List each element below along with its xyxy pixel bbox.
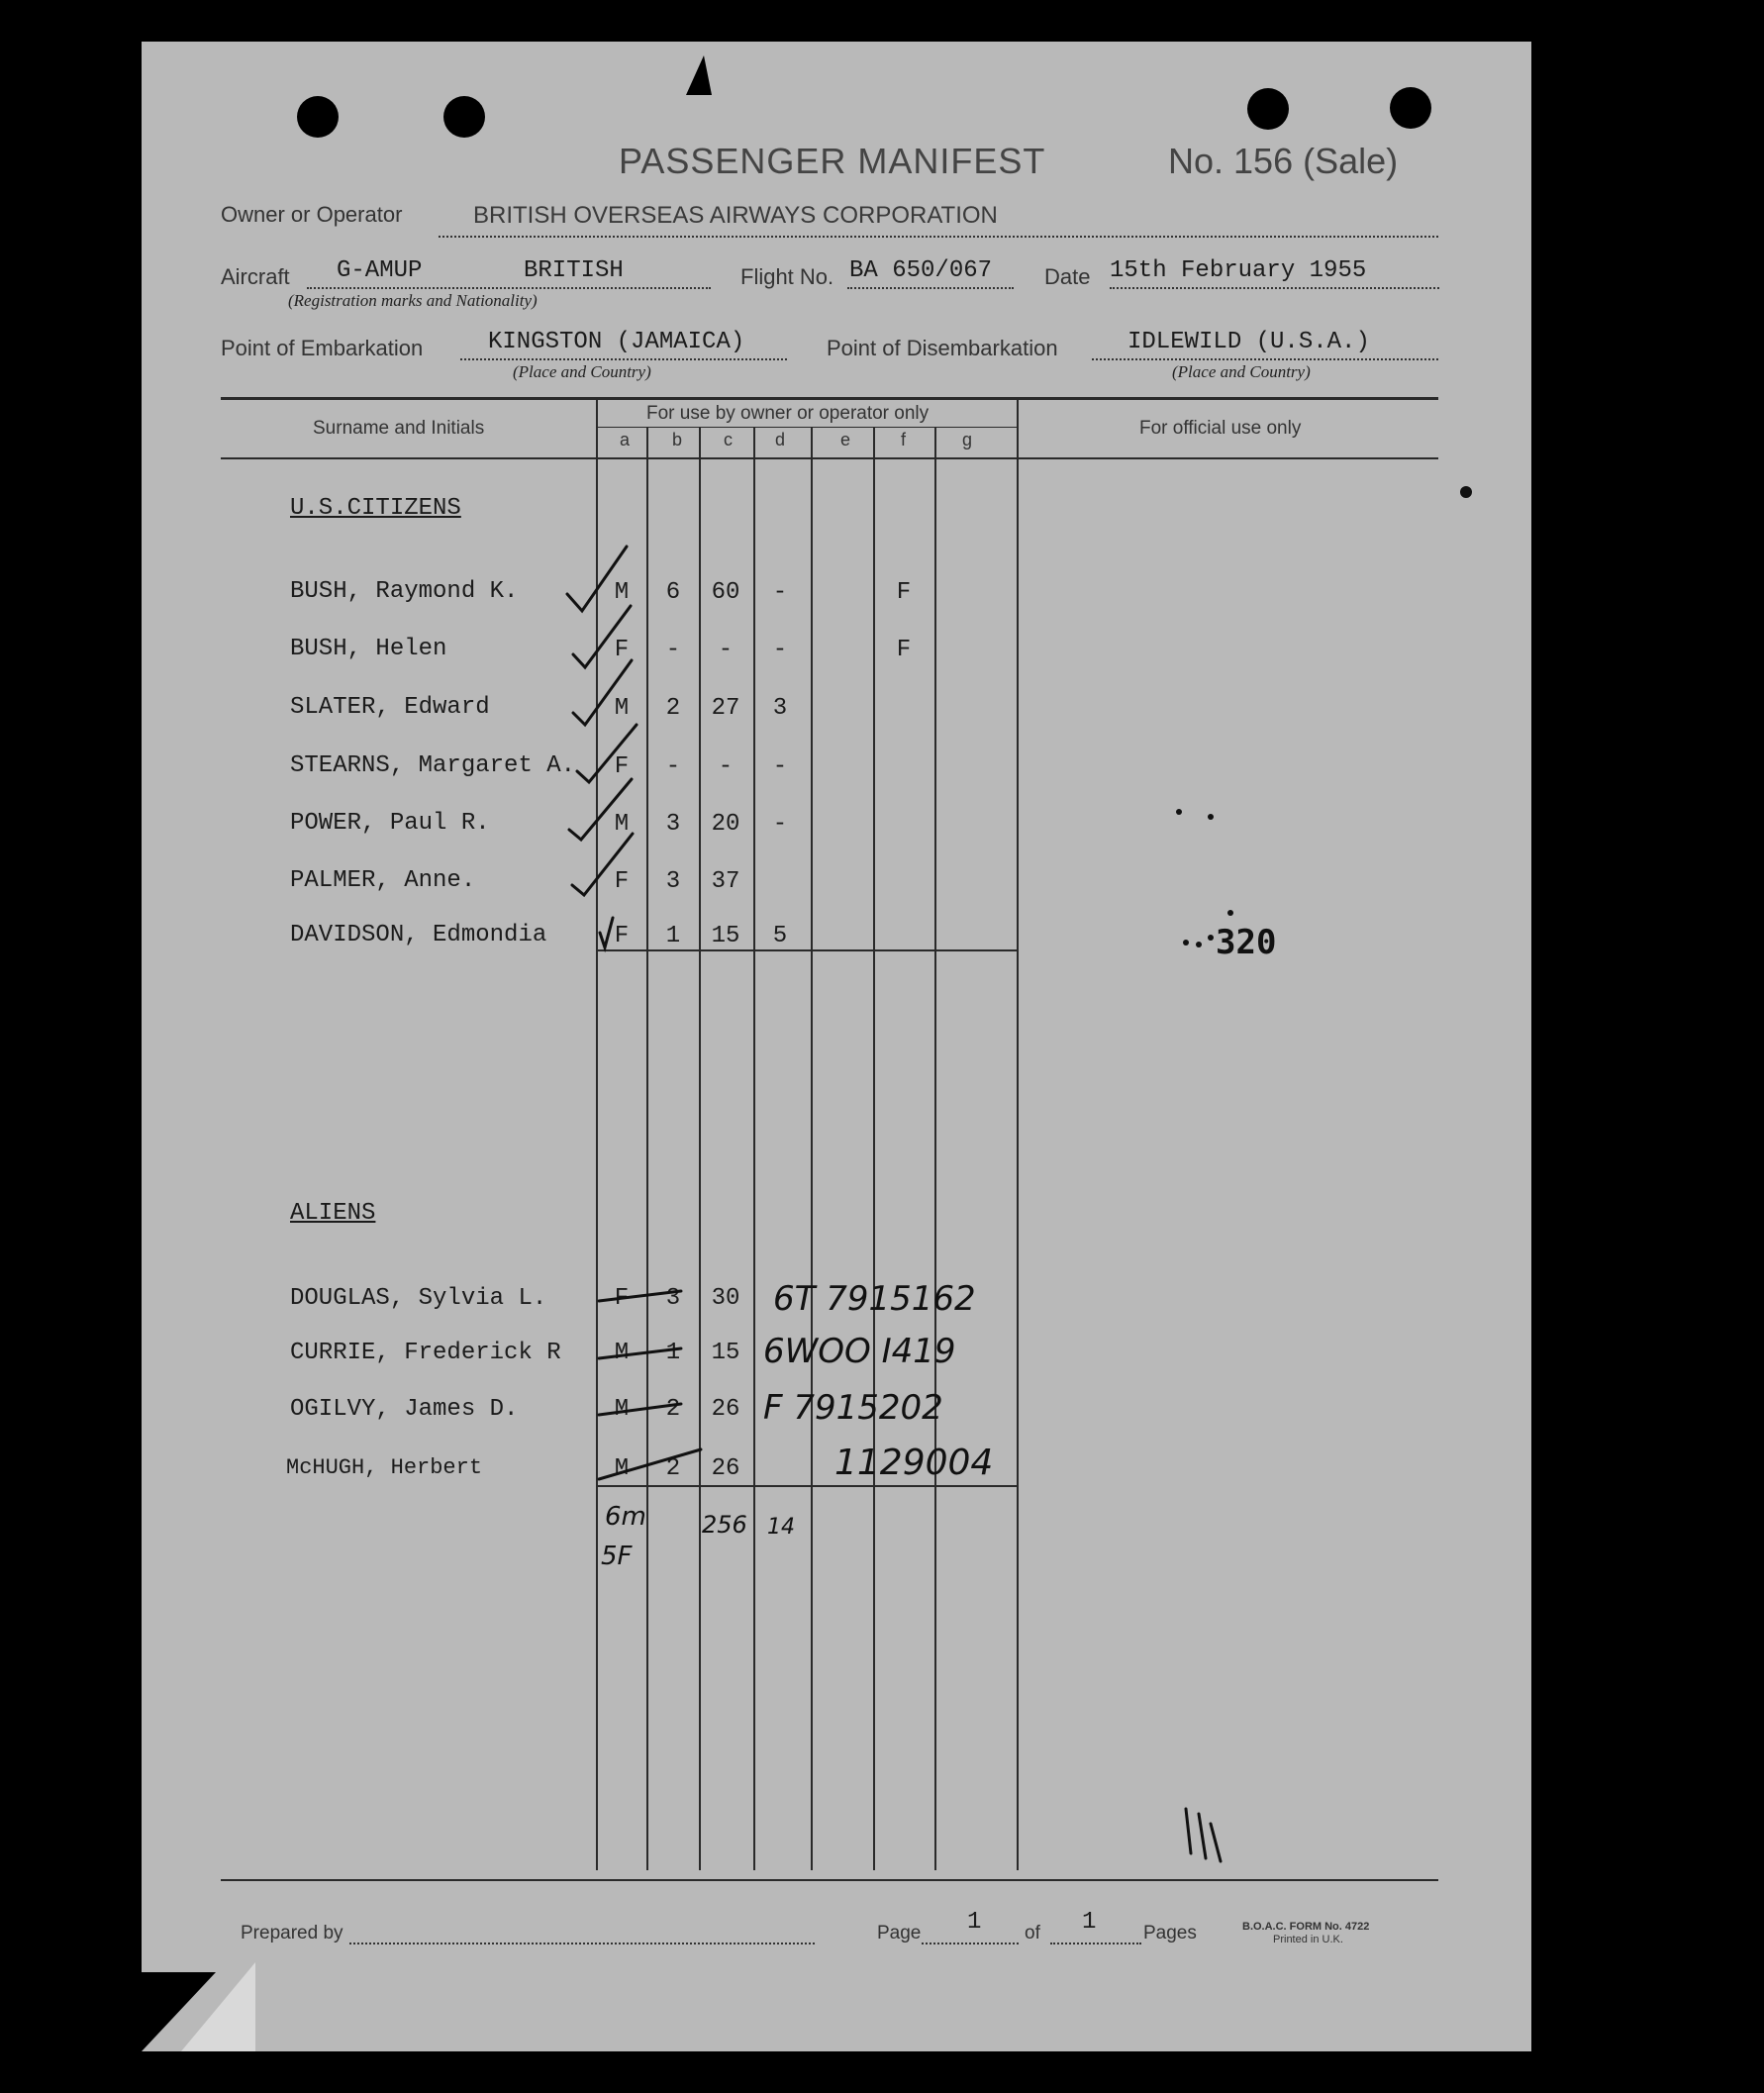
- disembarkation-label: Point of Disembarkation: [827, 336, 1058, 360]
- page-number: 1: [967, 1909, 982, 1936]
- cell-a: F: [614, 1285, 630, 1312]
- cell-a: M: [614, 1340, 630, 1366]
- cell-b: 3: [665, 1285, 681, 1312]
- cell-b: 2: [665, 1396, 681, 1423]
- footer-rule: [221, 1879, 1438, 1881]
- cell-c: 20: [711, 811, 740, 838]
- cell-f: F: [896, 579, 912, 606]
- prepared-by-label: Prepared by: [241, 1923, 343, 1944]
- cell-b: 3: [665, 868, 681, 895]
- handwritten-note: 1129004: [834, 1443, 994, 1483]
- flight-label: Flight No.: [740, 264, 834, 289]
- total-c: 256: [702, 1511, 747, 1539]
- flight-date: 15th February 1955: [1110, 257, 1367, 284]
- passenger-name: OGILVY, James D.: [290, 1396, 519, 1423]
- cell-a: F: [614, 868, 630, 895]
- cell-b: 6: [665, 579, 681, 606]
- col-letter-c: c: [724, 430, 733, 449]
- cell-d: 5: [772, 923, 788, 949]
- owner-value: BRITISH OVERSEAS AIRWAYS CORPORATION: [473, 202, 998, 229]
- passenger-name: BUSH, Helen: [290, 636, 447, 662]
- aircraft-nationality: BRITISH: [524, 257, 624, 284]
- form-number: B.O.A.C. FORM No. 4722: [1242, 1921, 1370, 1933]
- cell-b: 2: [665, 695, 681, 722]
- col-letter-g: g: [962, 430, 973, 449]
- total-male: 6m: [605, 1502, 646, 1532]
- aliens-heading: ALIENS: [290, 1200, 376, 1227]
- cell-d: -: [772, 637, 788, 663]
- total-d: 14: [767, 1515, 795, 1540]
- cell-c: 30: [711, 1285, 740, 1312]
- embarkation-label: Point of Embarkation: [221, 336, 424, 360]
- cell-c: 27: [711, 695, 740, 722]
- manifest-page: [142, 42, 1531, 2051]
- printed-in: Printed in U.K.: [1273, 1934, 1343, 1945]
- cell-d: -: [772, 811, 788, 838]
- cell-b: 1: [665, 1340, 681, 1366]
- owner-label: Owner or Operator: [221, 202, 403, 227]
- page-total: 1: [1082, 1909, 1097, 1936]
- embarkation-caption: (Place and Country): [513, 362, 651, 381]
- col-letter-b: b: [672, 430, 683, 449]
- cell-a: M: [614, 579, 630, 606]
- col-letter-a: a: [620, 430, 631, 449]
- passenger-name: BUSH, Raymond K.: [290, 578, 519, 605]
- cell-c: -: [718, 637, 734, 663]
- cell-b: 1: [665, 923, 681, 949]
- passenger-name: POWER, Paul R.: [290, 810, 490, 837]
- cell-d: -: [772, 753, 788, 780]
- disembarkation-caption: (Place and Country): [1172, 362, 1311, 381]
- cell-c: 26: [711, 1455, 740, 1482]
- cell-f: F: [896, 637, 912, 663]
- disembarkation-value: IDLEWILD (U.S.A.): [1127, 329, 1370, 355]
- passenger-name: SLATER, Edward: [290, 694, 490, 721]
- cell-a: M: [614, 811, 630, 838]
- handwritten-note: F 7915202: [763, 1388, 943, 1428]
- passenger-name: DOUGLAS, Sylvia L.: [290, 1285, 547, 1312]
- passenger-name: McHUGH, Herbert: [286, 1455, 483, 1480]
- manifest-number: No. 156 (Sale): [1168, 141, 1399, 181]
- us-citizens-heading: U.S.CITIZENS: [290, 495, 461, 522]
- embarkation-value: KINGSTON (JAMAICA): [488, 329, 745, 355]
- col-letter-e: e: [840, 430, 851, 449]
- cell-b: 3: [665, 811, 681, 838]
- cell-b: 2: [665, 1455, 681, 1482]
- of-label: of: [1025, 1923, 1040, 1944]
- handwritten-marks: [142, 42, 1531, 2051]
- cell-a: M: [614, 1396, 630, 1423]
- cell-c: 37: [711, 868, 740, 895]
- handwritten-note: 6WOO I419: [763, 1332, 956, 1371]
- passenger-name: DAVIDSON, Edmondia: [290, 922, 547, 948]
- folded-flap: [181, 1962, 255, 2051]
- page-label: Page: [877, 1923, 922, 1944]
- date-label: Date: [1044, 264, 1091, 289]
- cell-d: -: [772, 579, 788, 606]
- cell-c: 15: [711, 923, 740, 949]
- handwritten-note: 6T 7915162: [773, 1279, 976, 1319]
- col-official-header: For official use only: [1139, 418, 1302, 439]
- cell-b: -: [665, 637, 681, 663]
- manifest-title: PASSENGER MANIFEST: [619, 141, 1046, 181]
- cell-a: M: [614, 695, 630, 722]
- cell-c: -: [718, 753, 734, 780]
- cell-a: F: [614, 637, 630, 663]
- flight-number: BA 650/067: [849, 257, 993, 284]
- col-letter-f: f: [901, 430, 907, 449]
- cell-a: F: [614, 923, 630, 949]
- cell-c: 26: [711, 1396, 740, 1423]
- cell-d: 3: [772, 695, 788, 722]
- passenger-name: CURRIE, Frederick R: [290, 1340, 561, 1366]
- col-group-header: For use by owner or operator only: [646, 403, 930, 424]
- aircraft-registration: G-AMUP: [337, 257, 423, 284]
- col-letter-d: d: [775, 430, 786, 449]
- aircraft-caption: (Registration marks and Nationality): [288, 291, 538, 310]
- cell-a: M: [614, 1455, 630, 1482]
- total-female: 5F: [601, 1542, 633, 1571]
- cell-a: F: [614, 753, 630, 780]
- aircraft-label: Aircraft: [221, 264, 290, 289]
- cell-c: 60: [711, 579, 740, 606]
- passenger-name: STEARNS, Margaret A.: [290, 752, 576, 779]
- col-name-header: Surname and Initials: [313, 418, 485, 439]
- cell-b: -: [665, 753, 681, 780]
- passenger-name: PALMER, Anne.: [290, 867, 476, 894]
- official-mark: 320: [1216, 923, 1277, 962]
- pages-label: Pages: [1143, 1923, 1197, 1944]
- cell-c: 15: [711, 1340, 740, 1366]
